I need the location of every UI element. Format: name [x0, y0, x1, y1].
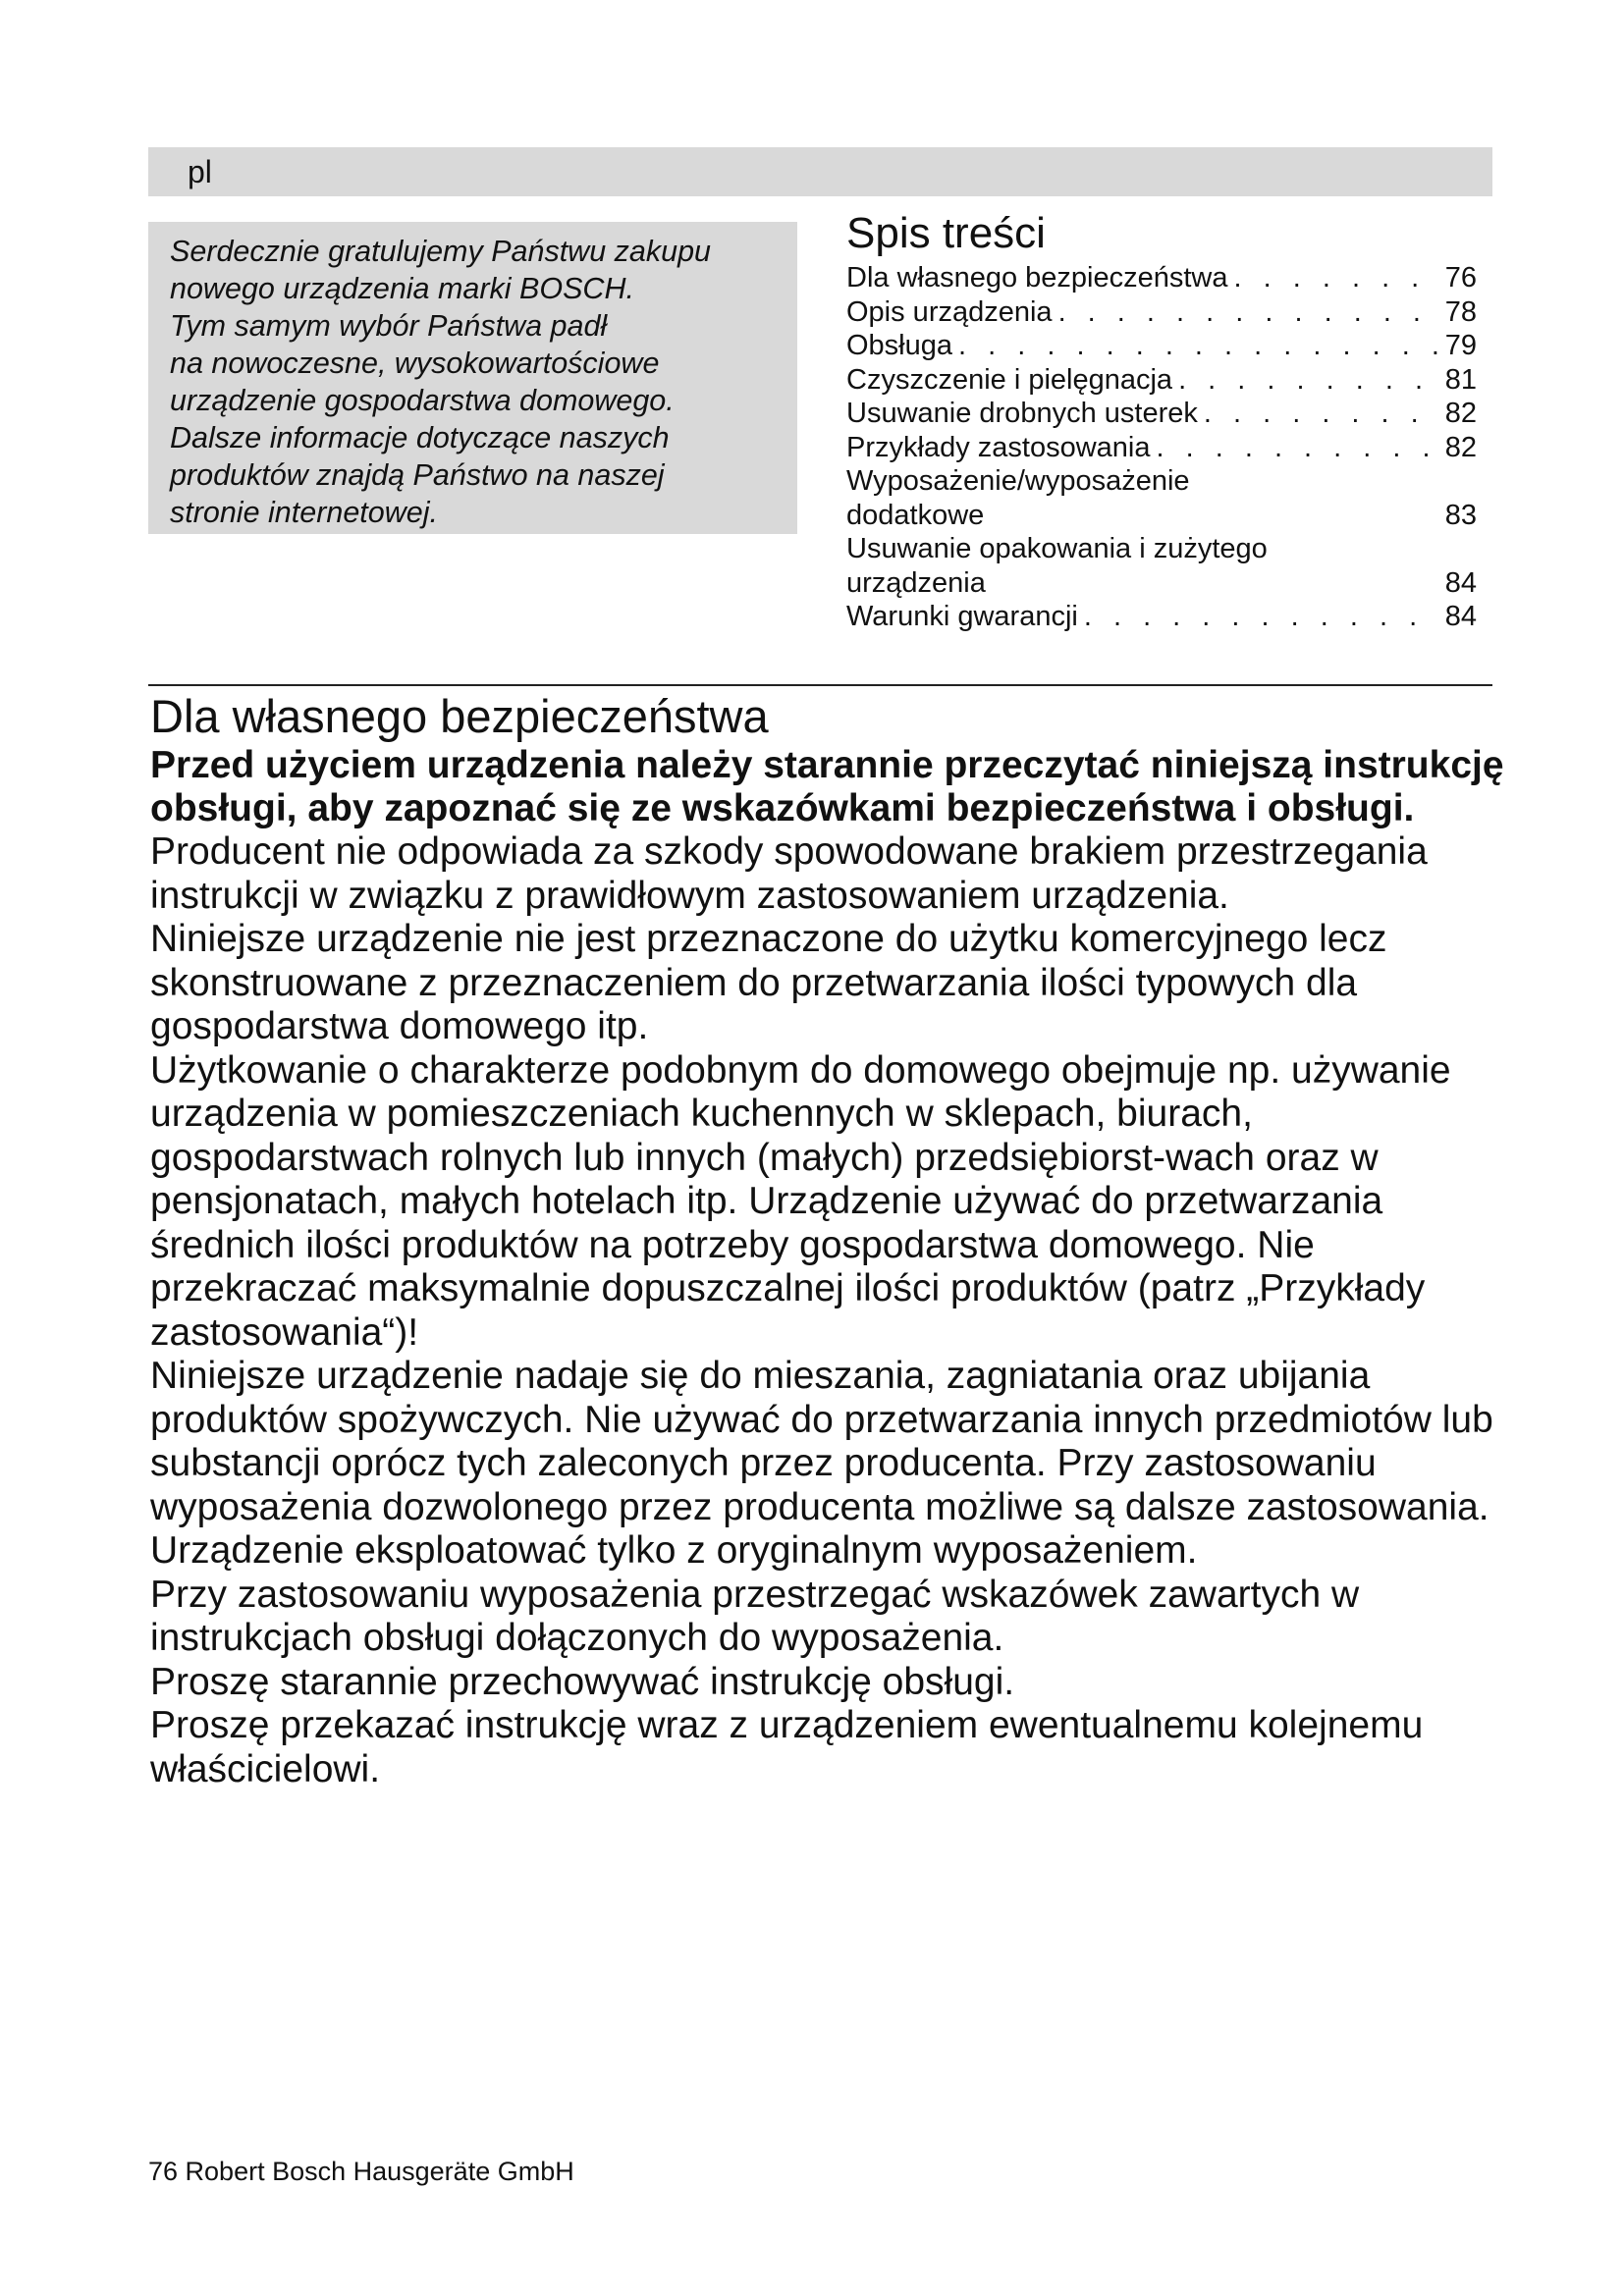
toc-entry[interactable] — [846, 600, 1477, 634]
toc-entry-page: 82 — [1444, 398, 1477, 429]
toc-title: Spis treści — [846, 209, 1046, 257]
toc-entry[interactable] — [846, 363, 1477, 398]
toc-leader-dots — [1058, 295, 1439, 330]
intro-text: Serdecznie gratulujemy Państwu zakupu nowego urządzenia marki BOSCH. Tym samym wybór Państwa padł na nowoczesne, wysokowartościowe urządzenie gospodarstwa domowego. Dalsze informacje dotyczące naszych produktów znajdą Państwo na naszej stronie internetowej. — [170, 235, 711, 529]
body-paragraph: Producent nie odpowiada za szkody spowodowane brakiem przestrzegania instrukcji w związku z prawidłowym zastosowaniem urządzenia. — [150, 830, 1428, 917]
safety-section — [150, 689, 1515, 1791]
safety-lead-paragraph: Przed użyciem urządzenia należy starannie przeczytać niniejszą instrukcję obsługi, aby zapoznać się ze wskazówkami bezpieczeństwa i obsługi. — [150, 744, 1504, 829]
toc-entry-page: 81 — [1444, 363, 1477, 396]
toc-leader-dots — [1234, 261, 1439, 295]
section-divider — [148, 684, 1492, 686]
toc-entry-label-line1: Wyposażenie/wyposażenie — [846, 465, 1190, 497]
toc-entry[interactable] — [846, 329, 1477, 363]
body-paragraph: Niniejsze urządzenie nadaje się do mieszania, zagniatania oraz ubijania produktów spożywczych. Nie używać do przetwarzania innych przedmiotów lub substancji oprócz tych zaleconych przez producenta. Przy zastosowaniu wyposażenia dozwolonego przez producenta możliwe są dalsze zastosowania. — [150, 1355, 1493, 1528]
toc-entry[interactable] — [846, 532, 1477, 600]
toc-entry-label: Dla własnego bezpieczeństwa — [846, 262, 1228, 294]
toc-entry[interactable] — [846, 397, 1477, 431]
toc-entry-page: 79 — [1444, 330, 1477, 361]
toc-entry-page: 84 — [1444, 601, 1477, 632]
toc-entry-label-line2: dodatkowe — [846, 499, 985, 531]
toc-leader-dots — [1178, 363, 1439, 398]
body-paragraph: Przy zastosowaniu wyposażenia przestrzegać wskazówek zawartych w instrukcjach obsługi dołączonych do wyposażenia. — [150, 1573, 1360, 1659]
toc-leader-dots — [958, 329, 1439, 363]
toc-entry-page: 78 — [1444, 295, 1477, 328]
toc-leader-dots — [1084, 600, 1439, 634]
intro-box — [148, 222, 797, 534]
section-heading: Dla własnego bezpieczeństwa — [150, 690, 769, 742]
table-of-contents — [846, 208, 1477, 634]
toc-entry-label: Usuwanie drobnych usterek — [846, 398, 1198, 429]
toc-entry-label: Opis urządzenia — [846, 295, 1053, 328]
toc-entry-label-line2: urządzenia — [846, 566, 986, 599]
body-paragraph: Proszę przekazać instrukcję wraz z urządzeniem ewentualnemu kolejnemu właścicielowi. — [150, 1704, 1424, 1790]
toc-entry[interactable] — [846, 431, 1477, 465]
toc-entry-page: 76 — [1444, 262, 1477, 294]
toc-entry-label: Obsługa — [846, 330, 953, 361]
toc-entry-label: Przykłady zastosowania — [846, 431, 1151, 463]
body-paragraph: Urządzenie eksploatować tylko z oryginalnym wyposażeniem. — [150, 1529, 1198, 1572]
toc-entry[interactable] — [846, 464, 1477, 532]
page-footer: 76 Robert Bosch Hausgeräte GmbH — [148, 2157, 574, 2186]
toc-entry-label: Czyszczenie i pielęgnacja — [846, 363, 1173, 396]
toc-entry-page: 82 — [1444, 431, 1477, 463]
body-paragraph: Proszę starannie przechowywać instrukcję obsługi. — [150, 1660, 1015, 1703]
body-paragraph: Użytkowanie o charakterze podobnym do domowego obejmuje np. używanie urządzenia w pomieszczeniach kuchennych w sklepach, biurach, gospodarstwach rolnych lub innych (małych) przedsiębiorst-wach oraz w pensjonatach, małych hotelach itp. Urządzenie używać do przetwarzania średnich ilości produktów na potrzeby gospodarstwa domowego. Nie przekraczać maksymalnie dopuszczalnej ilości produktów (patrz „Przykłady zastosowania“)! — [150, 1048, 1451, 1354]
language-bar — [148, 147, 1492, 196]
toc-entry-label: Warunki gwarancji — [846, 601, 1078, 632]
toc-leader-dots — [1204, 397, 1439, 431]
toc-list — [846, 261, 1477, 634]
language-code: pl — [188, 154, 212, 189]
toc-leader-dots — [1156, 431, 1438, 465]
toc-entry[interactable] — [846, 295, 1477, 330]
toc-entry-label-line1: Usuwanie opakowania i zużytego — [846, 533, 1268, 564]
toc-entry-page: 83 — [1444, 499, 1477, 531]
toc-entry[interactable] — [846, 261, 1477, 295]
toc-entry-page: 84 — [1444, 566, 1477, 599]
safety-body — [150, 830, 1515, 1791]
body-paragraph: Niniejsze urządzenie nie jest przeznaczone do użytku komercyjnego lecz skonstruowane z przeznaczeniem do przetwarzania ilości typowych dla gospodarstwa domowego itp. — [150, 918, 1387, 1047]
